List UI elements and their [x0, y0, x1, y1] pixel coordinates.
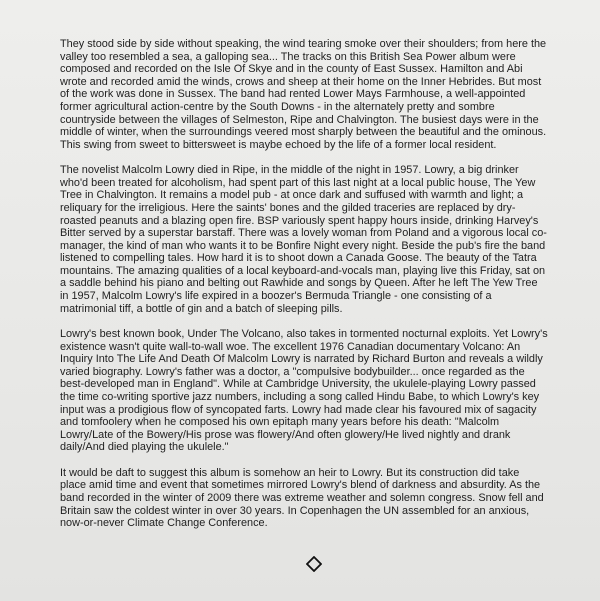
liner-notes-text: [60, 38, 548, 543]
paragraph-3: Lowry's best known book, Under The Volcano, also takes in tormented nocturnal exploits. Yet Lowry's existence wasn't quite wall-to-wall woe. The excellent 1976 Canadian documentary Volcano: An Inquiry Into The Life And Death Of Malcolm Lowry is narrated by Richard Burton and reveals a wildly varied biography. Lowry's father was a doctor, a "compulsive bodybuilder... once regarded as the best-developed man in England". While at Cambridge University, the ukulele-playing Lowry passed the time co-writing sportive jazz numbers, including a song called Hindu Babe, to which Lowry's key input was a prodigious flow of syncopated farts. Lowry had made clear his favoured mix of sagacity and tomfoolery when he composed his own epitaph many years before his death: "Malcolm Lowry/Late of the Bowery/His prose was flowery/And often glowery/He lived nightly and drank daily/And died playing the ukulele.": [60, 328, 548, 454]
paragraph-1: They stood side by side without speaking, the wind tearing smoke over their shoulders; from here the valley too resembled a sea, a galloping sea... The tracks on this British Sea Power album were composed and recorded on the Isle Of Skye and in the county of East Sussex. Hamilton and Abi wrote and recorded amid the winds, crows and sheep at their home on the Inner Hebrides. But most of the work was done in Sussex. The band had rented Lower Mays Farmhouse, a well-appointed former agricultural action-centre by the South Downs - in the alternately pretty and sombre countryside between the villages of Selmeston, Ripe and Chalvington. The busiest days were in the middle of winter, when the surroundings veered most sharply between the beautiful and the ominous. This swing from sweet to bittersweet is maybe echoed by the life of a former local resident.: [60, 38, 547, 151]
paragraph-4: It would be daft to suggest this album is somehow an heir to Lowry. But its construction did take place amid time and event that sometimes mirrored Lowry's blend of darkness and absurdity. As the band recorded in the winter of 2009 there was extreme weather and solemn congress. Snow fell and Britain saw the coldest winter in over 30 years. In Copenhagen the UN assembled for an anxious, now-or-never Climate Change Conference.: [60, 466, 544, 530]
diamond-outline-icon: [306, 556, 322, 572]
paragraph-2: The novelist Malcolm Lowry died in Ripe, in the middle of the night in 1957. Lowry, a big drinker who'd been treated for alcoholism, had spent part of this last night at a local public house, The Yew Tree in Chalvington. It remains a model pub - at once dark and suffused with warmth and light; a reliquary for the irreligious. Here the saints' bones and the gilded traceries are replaced by dry-roasted peanuts and a blazing open fire. BSP variously spent happy hours inside, drinking Harvey's Bitter served by a superstar barstaff. There was a lovely woman from Poland and a vigorous local co-manager, the kind of man who wants it to be Bonfire Night every night. Beside the pub's fire the band listened to compelling tales. How hard it is to shoot down a Canada Goose. The beauty of the Tatra mountains. The amazing qualities of a local keyboard-and-vocals man, playing live this Friday, sat on a saddle behind his piano and belting out Rawhide and songs by Queen. After he left The Yew Tree in 1957, Malcolm Lowry's life expired in a boozer's Bermuda Triangle - one consisting of a matrimonial tiff, a bottle of gin and a batch of sleeping pills.: [60, 164, 547, 315]
